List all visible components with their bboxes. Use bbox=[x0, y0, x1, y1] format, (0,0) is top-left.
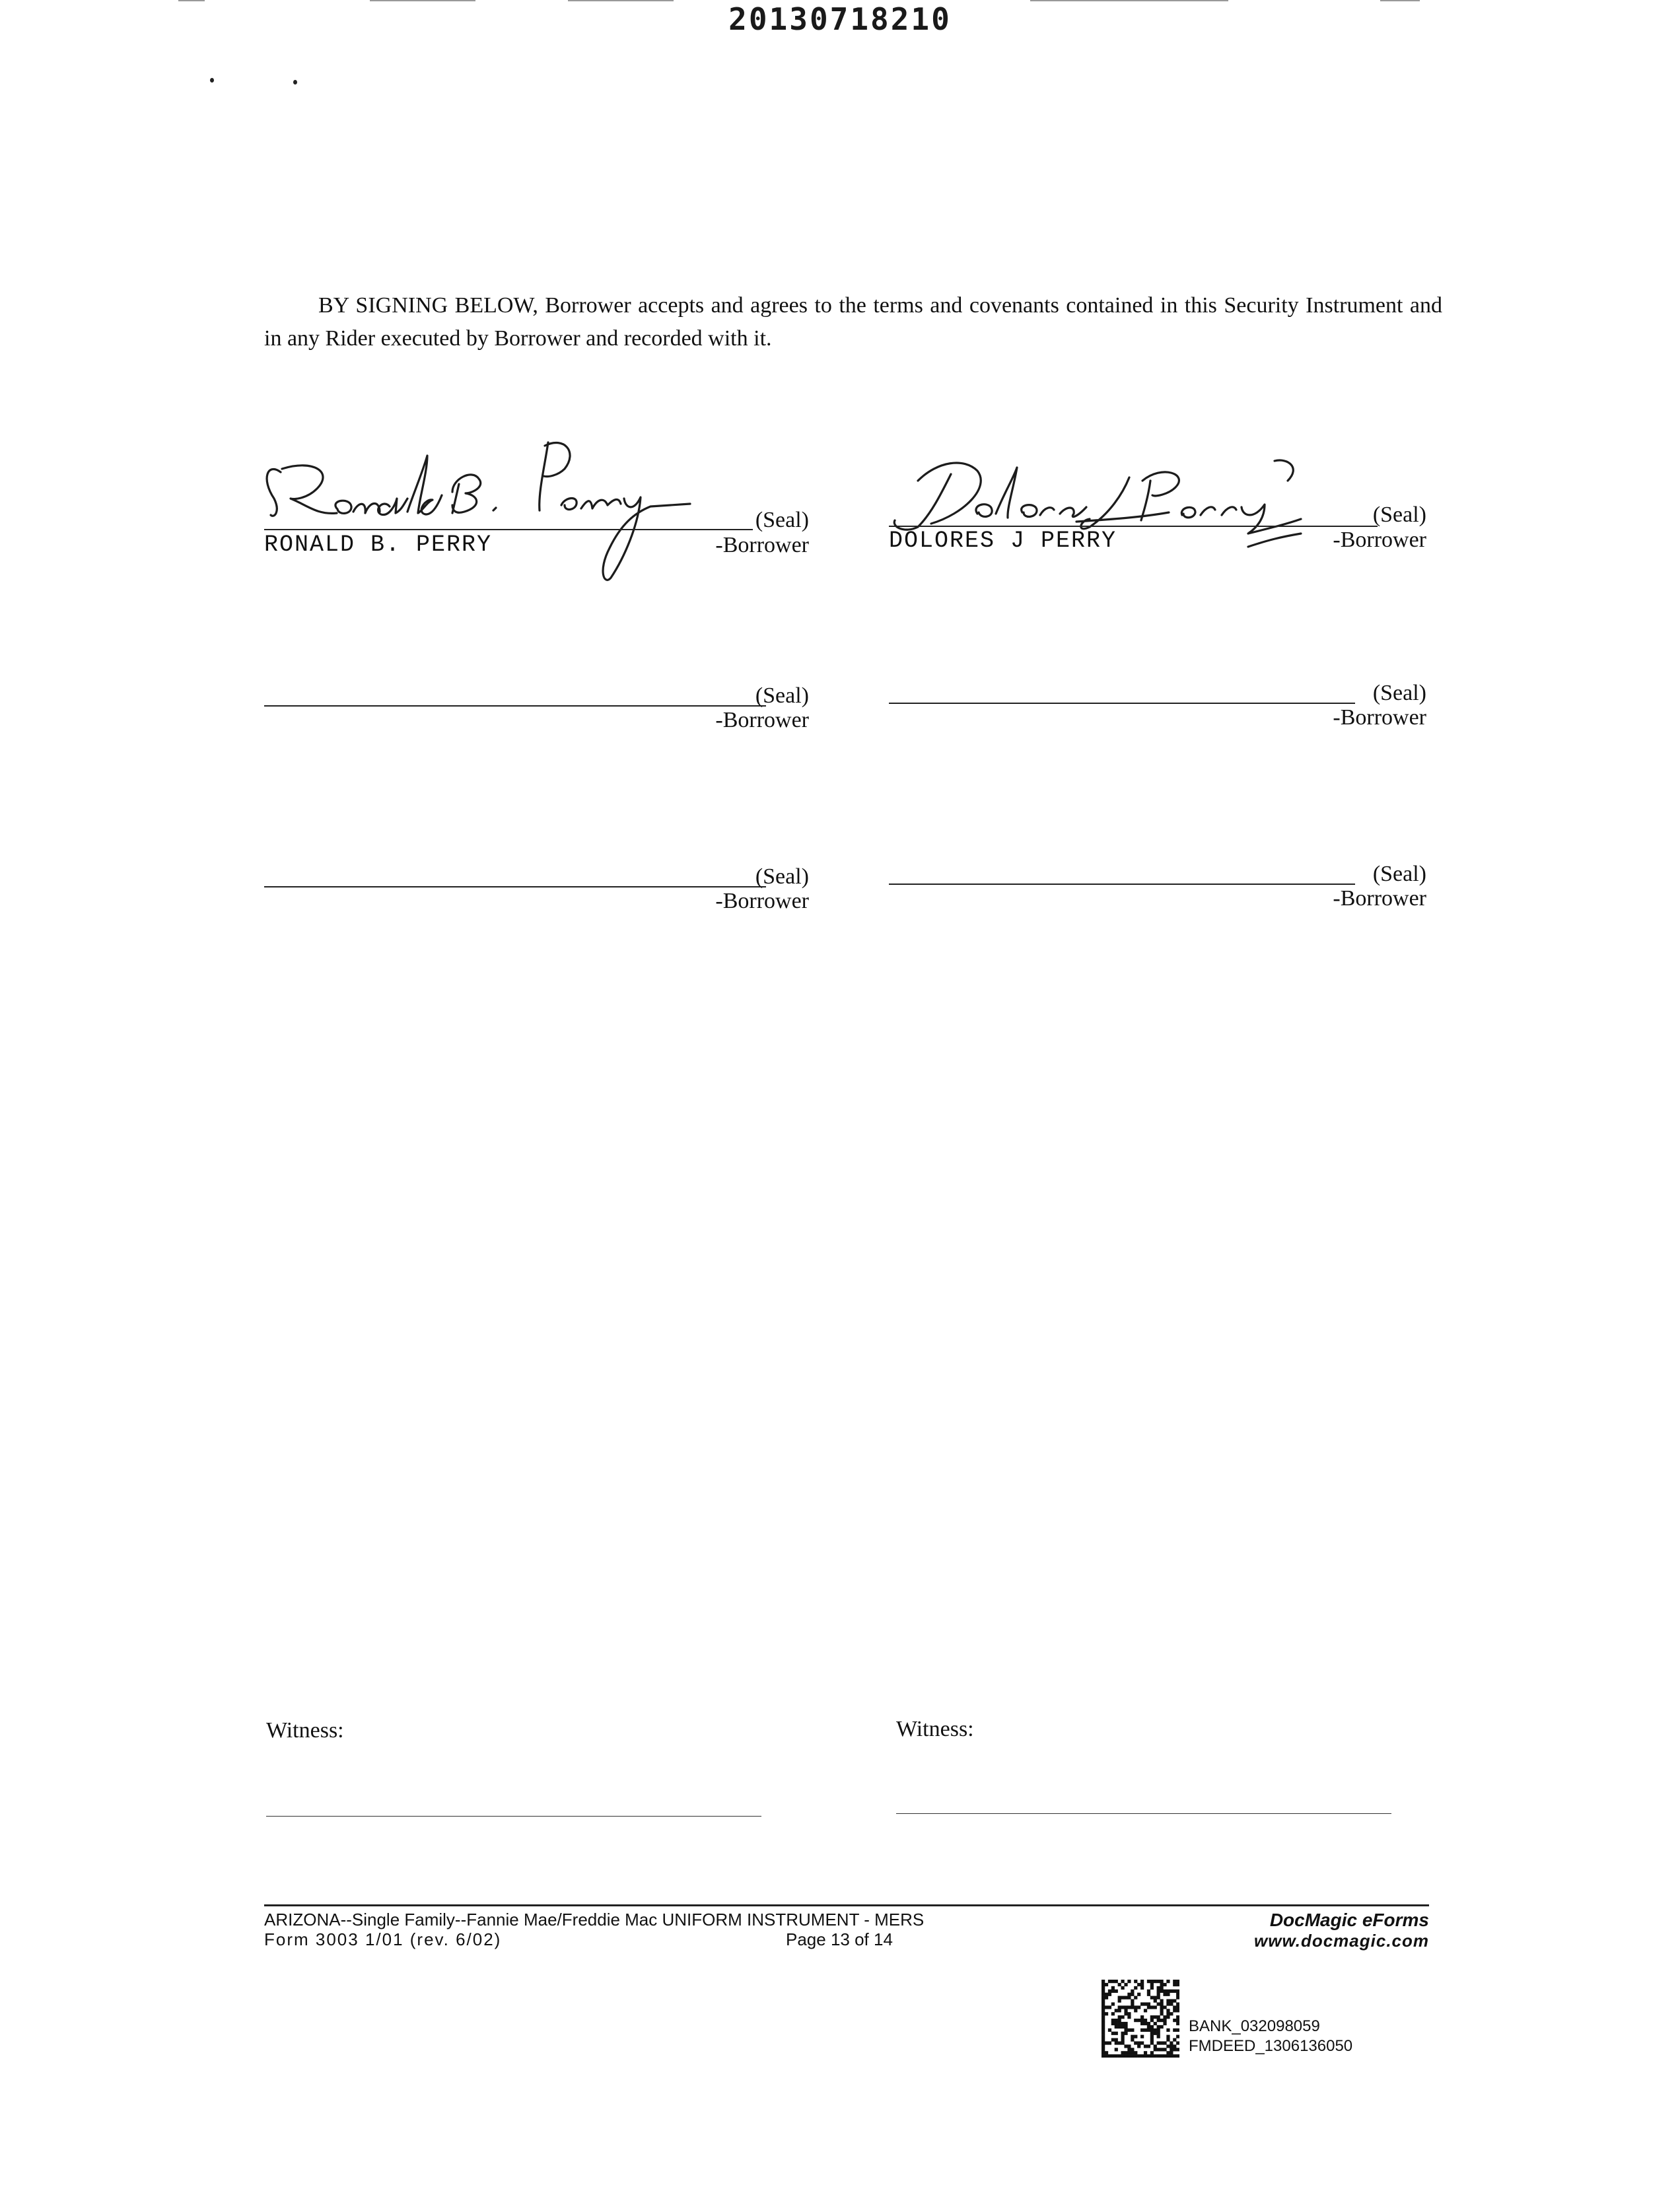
borrower-role: -Borrower bbox=[715, 889, 809, 913]
signature-ronald bbox=[254, 433, 703, 591]
borrower-role: -Borrower bbox=[715, 708, 809, 732]
2d-barcode bbox=[1102, 1980, 1179, 2058]
borrower-role: -Borrower bbox=[715, 533, 809, 557]
page-number: Page 13 of 14 bbox=[786, 1929, 893, 1949]
witness-line bbox=[896, 1813, 1391, 1814]
witness-line bbox=[266, 1816, 761, 1817]
witness-label: Witness: bbox=[266, 1718, 344, 1743]
seal-label: (Seal) bbox=[755, 508, 809, 532]
recording-number: 20130718210 bbox=[728, 1, 952, 37]
seal-label: (Seal) bbox=[1372, 862, 1426, 886]
seal-label: (Seal) bbox=[755, 683, 809, 708]
docmagic-website: www.docmagic.com bbox=[1254, 1931, 1429, 1951]
acceptance-text: BY SIGNING BELOW, Borrower accepts and agrees to the terms and covenants contained in this Security Instrument and in any Rider executed by Borrower and recorded with it. bbox=[264, 293, 1442, 351]
footer-rule bbox=[264, 1904, 1429, 1906]
borrower-name: DOLORES J PERRY bbox=[889, 528, 1117, 554]
seal-label: (Seal) bbox=[755, 864, 809, 889]
borrower-role: -Borrower bbox=[1333, 886, 1426, 911]
borrower-role: -Borrower bbox=[1333, 528, 1426, 552]
form-title: ARIZONA--Single Family--Fannie Mae/Freddie Mac UNIFORM INSTRUMENT - MERS bbox=[264, 1910, 925, 1929]
borrower-name: RONALD B. PERRY bbox=[264, 532, 493, 558]
scan-speck bbox=[210, 78, 214, 83]
barcode-code: FMDEED_1306136050 bbox=[1189, 2037, 1353, 2055]
borrower-role: -Borrower bbox=[1333, 705, 1426, 730]
scan-speck bbox=[293, 80, 297, 85]
form-number: Form 3003 1/01 (rev. 6/02) bbox=[264, 1929, 502, 1949]
docmagic-logo: DocMagic eForms bbox=[1269, 1910, 1429, 1930]
seal-label: (Seal) bbox=[1372, 681, 1426, 705]
acceptance-paragraph bbox=[264, 289, 1442, 355]
witness-label: Witness: bbox=[896, 1717, 974, 1741]
seal-label: (Seal) bbox=[1372, 503, 1426, 527]
barcode-code: BANK_032098059 bbox=[1189, 2017, 1320, 2035]
